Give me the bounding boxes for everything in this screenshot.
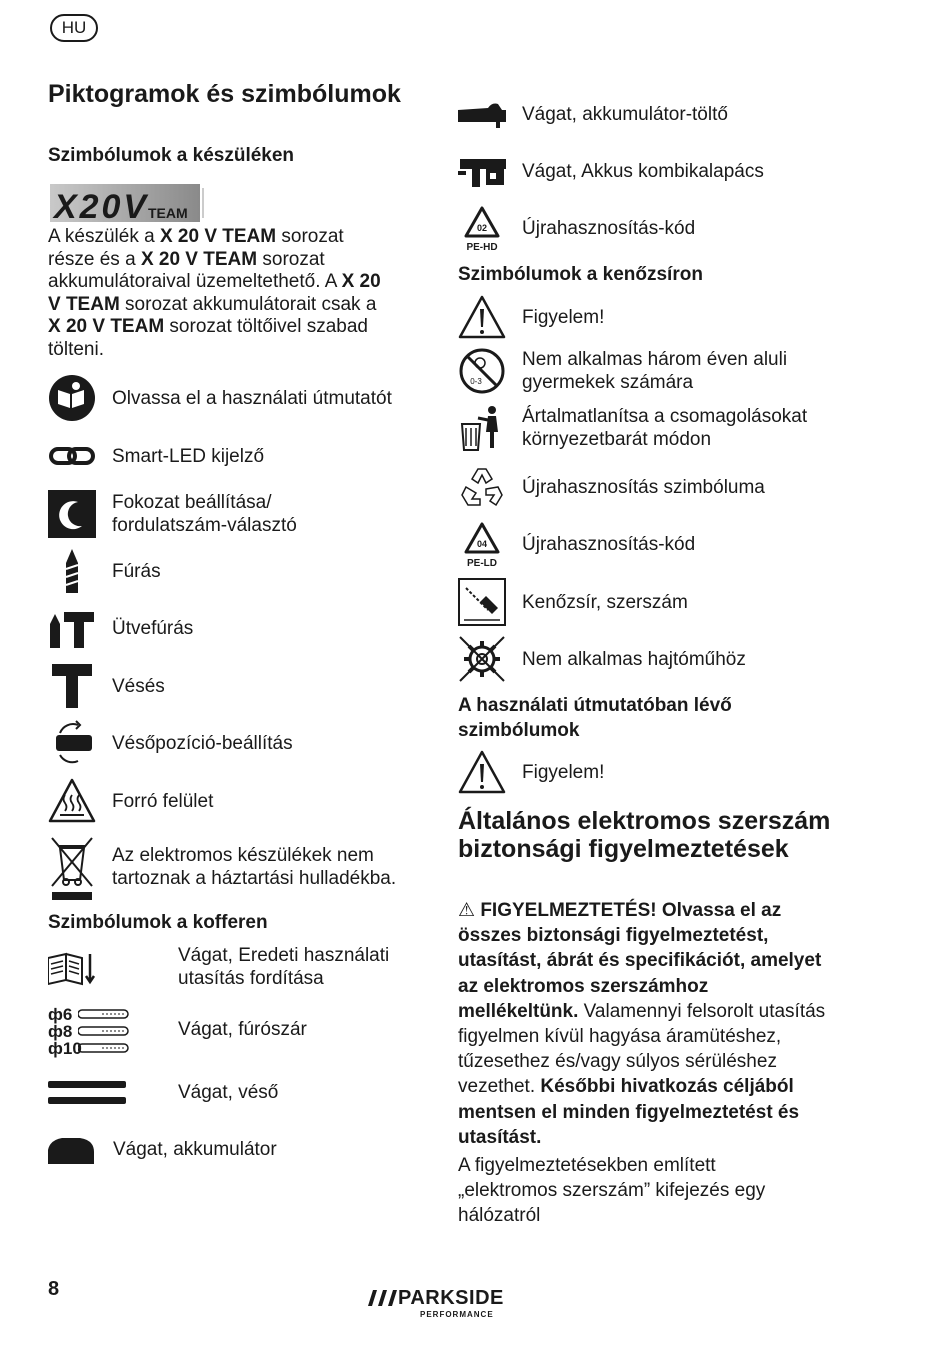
symbol-row: Vésőpozíció-beállítás <box>48 719 418 767</box>
symbol-label: Vágat, véső <box>178 1082 279 1103</box>
hot-surface-icon <box>48 777 96 825</box>
drill-bits-icon: ф6 ф8 ф10 <box>48 1006 130 1060</box>
svg-text:PE-LD: PE-LD <box>467 558 497 568</box>
chisel-position-icon <box>48 719 96 767</box>
symbol-row: Vágat, akkumulátor-töltő <box>458 90 898 138</box>
symbol-row: Vágat, Akkus kombikalapács <box>458 147 898 195</box>
symbol-row: Forró felület <box>48 777 418 825</box>
dispose-packaging-icon <box>458 404 506 452</box>
smart-led-icon <box>48 432 96 480</box>
charger-icon <box>458 90 506 138</box>
weee-bin-icon <box>48 834 96 902</box>
svg-text:02: 02 <box>476 223 488 233</box>
x20v-team-logo <box>50 184 204 222</box>
recycling-icon <box>458 463 506 511</box>
drill-bit-icon <box>48 547 96 595</box>
page-number: 8 <box>48 1278 60 1300</box>
battery-icon <box>48 1136 96 1164</box>
symbol-label: Vágat, fúrószár <box>178 1019 307 1040</box>
warning-icon <box>458 748 506 796</box>
symbol-row: 02 PE-HD Újrahasznosítás-kód <box>458 204 898 252</box>
section-title: Piktogramok és szimbólumok <box>48 80 401 108</box>
subheading-case-symbols: Szimbólumok a kofferen <box>48 912 268 933</box>
hammer-drill-icon <box>48 604 96 652</box>
symbol-row: 04 PE-LD Újrahasznosítás-kód <box>458 520 898 568</box>
symbol-row: Az elektromos készülékek nem tartoznak a háztartási hulladékba. <box>48 834 418 902</box>
subheading-device-symbols: Szimbólumok a készüléken <box>48 145 295 166</box>
symbol-row: Figyelem! <box>458 748 898 796</box>
warning-icon <box>458 293 506 341</box>
recycle-peld-icon <box>458 520 506 568</box>
warning-triangle-icon: ⚠ <box>458 900 476 921</box>
symbol-row: Fokozat beállítása/ fordulatszám-választó <box>48 490 418 538</box>
symbol-row: Fúrás <box>48 547 418 595</box>
chisels-icon <box>48 1078 126 1108</box>
no-children-icon <box>458 347 506 395</box>
language-badge: HU <box>50 14 98 42</box>
symbol-row: Smart-LED kijelző <box>48 432 418 480</box>
recycle-pehd-icon <box>458 204 506 252</box>
svg-text:0-3: 0-3 <box>470 377 482 386</box>
grease-tool-icon <box>458 578 506 626</box>
symbol-row: Figyelem! <box>458 293 898 341</box>
chisel-icon <box>48 662 96 710</box>
parkside-logo: PARKSIDE PERFORMANCE <box>364 1286 524 1322</box>
symbol-row: Újrahasznosítás szimbóluma <box>458 463 898 511</box>
speed-setting-icon <box>48 490 96 538</box>
symbol-row: Ütvefúrás <box>48 604 418 652</box>
subheading-grease-symbols: Szimbólumok a kenőzsíron <box>458 264 703 285</box>
svg-text:X20V: X20V <box>54 188 146 222</box>
read-manual-icon <box>48 374 96 422</box>
no-gear-icon <box>458 635 506 683</box>
combi-hammer-icon <box>458 147 506 195</box>
manual-cut-icon <box>48 950 96 986</box>
svg-text:04: 04 <box>476 539 488 549</box>
subheading-manual-symbols: A használati útmutatóban lévő szimbólumok <box>458 695 732 741</box>
symbol-row: 0-3 Nem alkalmas három éven aluli gyermekek számára <box>458 347 898 395</box>
svg-text:TEAM: TEAM <box>148 205 188 221</box>
symbol-row: Olvassa el a használati útmutatót <box>48 374 418 422</box>
safety-section-title: Általános elektromos szerszám biztonsági figyelmeztetések <box>458 807 831 863</box>
symbol-row: Nem alkalmas hajtóműhöz <box>458 635 898 683</box>
series-compatibility-text: A készülék a X 20 V TEAM sorozat része és a X 20 V TEAM sorozat akkumulátoraival üzemeltethető. A X 20 V TEAM sorozat akkumulátorait csak a X 20 V TEAM sorozat töltőivel szabad tölteni. <box>48 226 381 360</box>
svg-text:PE-HD: PE-HD <box>466 242 498 252</box>
symbol-row: Ártalmatlanítsa a csomagolásokat környezetbarát módon <box>458 404 898 452</box>
symbol-label: Vágat, Eredeti használati utasítás fordítása <box>178 945 390 989</box>
symbol-row: Vésés <box>48 662 418 710</box>
safety-warning-text: ⚠ FIGYELMEZTETÉS! Olvassa el az összes biztonsági figyelmeztetést, utasítást, ábrát és specifikációt, amelyet az elektromos szerszámhoz mellékeltünk. Valamennyi felsorolt utasítás figyelmen kívül hagyása áramütéshez, tűzesethez és/vagy súlyos sérüléshez vezethet. Későbbi hivatkozás céljából mentsen el minden figyelmeztetést és utasítást. <box>458 900 826 1148</box>
safety-body-text: A figyelmeztetésekben említett „elektromos szerszám” kifejezés egy hálózatról <box>458 1155 766 1226</box>
symbol-row: Kenőzsír, szerszám <box>458 578 898 626</box>
symbol-label: Vágat, akkumulátor <box>113 1139 277 1160</box>
